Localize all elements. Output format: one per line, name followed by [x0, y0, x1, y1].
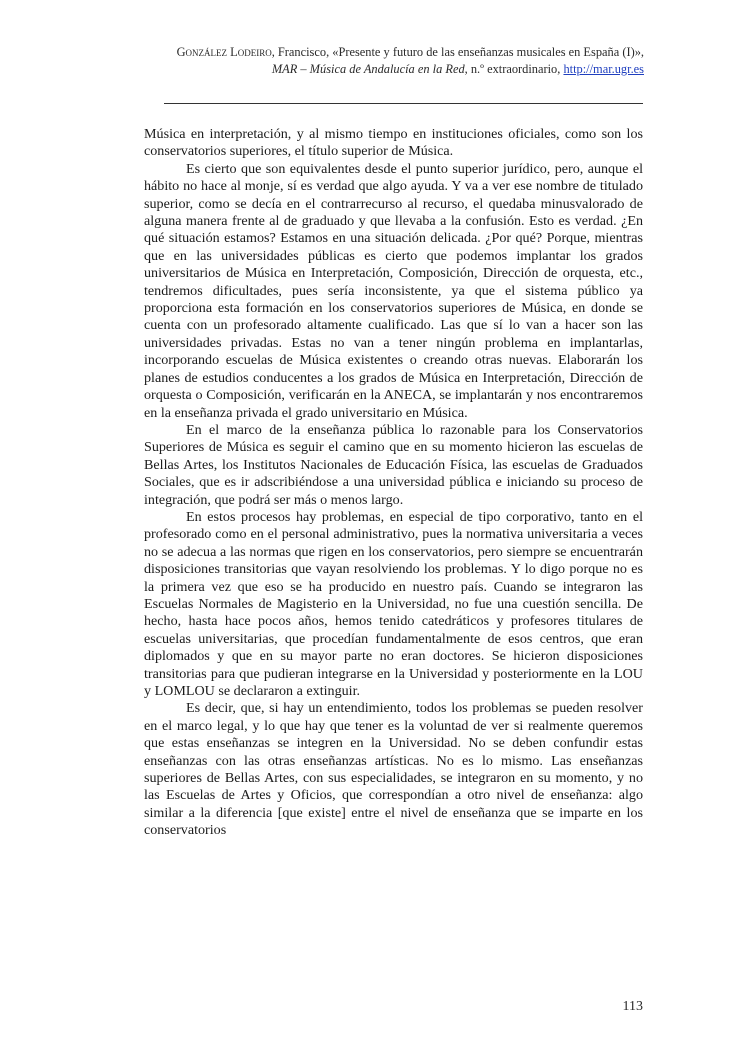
- paragraph-3: En el marco de la enseñanza pública lo razonable para los Conservatorios Superiores de Música es seguir el camino que en su momento hicieron las escuelas de Bellas Artes, los Institutos Nacionales de Educación Física, las escuelas de Graduados Sociales, que es ir adscribiéndose a una universidad pública e iniciando su proceso de integración, que podrá ser más o menos largo.: [144, 421, 643, 508]
- paragraph-4: En estos procesos hay problemas, en especial de tipo corporativo, tanto en el profesorado como en el personal administrativo, pues la normativa universitaria a veces no se adecua a las normas que rigen en los conservatorios, pero siempre se encuentrarán disposiciones transitorias que vayan resolviendo los problemas. Y lo digo porque no es la primera vez que eso se ha producido en nuestro país. Cuando se integraron las Escuelas Normales de Magisterio en la Universidad, no fue una cuestión sencilla. De hecho, hasta hace pocos años, hemos tenido catedráticos y profesores titulares de escuelas universitarias, que procedían fundamentalmente de esos centros, que eran diplomados y que en su mayor parte no eran doctores. Se hicieron disposiciones transitorias para que pudieran integrarse en la Universidad y posteriormente en la LOU y LOMLOU se declararon a extinguir.: [144, 508, 643, 699]
- header-url-link[interactable]: http://mar.ugr.es: [563, 62, 644, 76]
- paragraph-1: Música en interpretación, y al mismo tiempo en instituciones oficiales, como son los conservatorios superiores, el título superior de Música.: [144, 126, 643, 160]
- header-citation: , Francisco, «Presente y futuro de las enseñanzas musicales en España (I)»,: [271, 45, 644, 59]
- header-issue: , n.º extraordinario,: [464, 62, 564, 76]
- running-header: [124, 44, 644, 78]
- body-text: [144, 126, 643, 840]
- paragraph-5: Es decir, que, si hay un entendimiento, todos los problemas se pueden resolver en el marco legal, y lo que hay que tener es la voluntad de ver si realmente queremos que estas enseñanzas se integren en la Universidad. No se deben confundir estas enseñanzas con las otras enseñanzas artísticas. No es lo mismo. Las enseñanzas superiores de Bellas Artes, con sus especialidades, se integraron en su momento, y no las Escuelas de Artes y Oficios, que correspondían a otro nivel de enseñanza: algo similar a la diferencia [que existe] entre el nivel de enseñanza que se imparte en los conservatorios: [144, 700, 643, 839]
- page-number: 113: [622, 999, 643, 1014]
- header-line-1: [124, 44, 644, 61]
- header-line-2: [124, 61, 644, 78]
- header-journal: MAR – Música de Andalucía en la Red: [271, 62, 465, 76]
- paragraph-2: Es cierto que son equivalentes desde el punto superior jurídico, pero, aunque el hábito no hace al monje, sí es verdad que algo ayuda. Y va a ver ese nombre de titulado superior, como se decía en el contrarrecurso al recurso, el quedaba minusvalorado de alguna manera frente al de graduado y que llevaba a la confusión. Esto es verdad. ¿En qué situación estamos? Estamos en una situación delicada. ¿Por qué? Porque, mientras que en las universidades públicas es cierto que podemos implantar los grados universitarios de Música en Interpretación, Composición, Dirección de orquesta, etc., tendremos dificultades, pues sería inconsistente, ya que el sistema público ya proporciona esta formación en los conservatorios superiores de Música, en donde se cuenta con un profesorado altamente cualificado. Las que sí lo van a hacer son las universidades privadas. Estas no van a tener ningún problema en implantarlas, incorporando escuelas de Música existentes o creando otras nuevas. Elaborarán los planes de estudios conducentes a los grados de Música en Interpretación, Dirección de orquesta o Composición, verificarán en la ANECA, se implantarán y nos encontraremos en la enseñanza privada el grado universitario en Música.: [144, 160, 643, 421]
- header-author: González Lodeiro: [176, 45, 272, 59]
- header-rule: [164, 103, 643, 104]
